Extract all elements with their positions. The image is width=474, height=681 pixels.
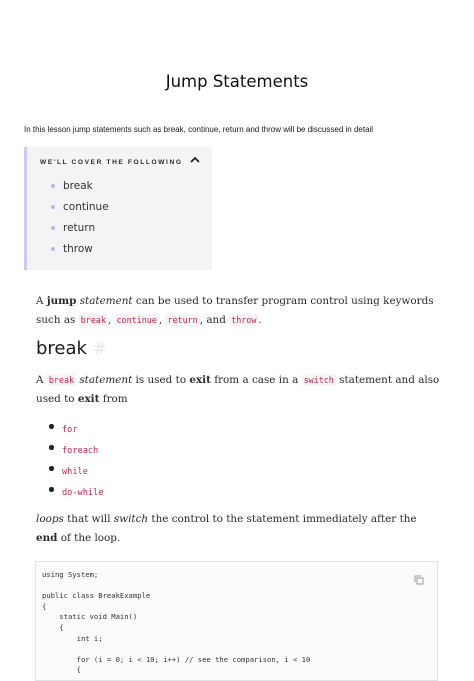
inline-code: throw xyxy=(231,315,257,325)
bullet-icon xyxy=(51,247,55,251)
chevron-up-icon[interactable] xyxy=(189,155,201,165)
cover-item[interactable]: return xyxy=(63,220,109,241)
copy-icon[interactable] xyxy=(414,575,424,585)
inline-code: continue xyxy=(116,315,157,325)
lesson-intro: In this lesson jump statements such as break, continue, return and throw will be discussed in detail xyxy=(24,125,374,134)
inline-code: break xyxy=(48,375,75,385)
list-item: while xyxy=(62,461,103,482)
bullet-icon xyxy=(49,487,54,492)
code-content[interactable]: using System; public class BreakExample { static void Main() { int i; for (i = 0; i < 10; i++) // see the comparison, i < 10 { xyxy=(42,570,311,675)
inline-code: break xyxy=(80,315,106,325)
page-title: Jump Statements xyxy=(165,72,309,91)
inline-code: return xyxy=(167,315,198,325)
anchor-link[interactable]: # xyxy=(92,339,107,358)
list-item: for xyxy=(62,419,103,440)
loop-list xyxy=(62,419,103,503)
cover-panel xyxy=(24,147,212,270)
cover-item[interactable]: throw xyxy=(63,241,109,262)
inline-code: switch xyxy=(303,375,334,385)
code-block[interactable] xyxy=(35,561,438,681)
bullet-icon xyxy=(51,226,55,230)
cover-list xyxy=(63,178,109,262)
cover-item[interactable]: break xyxy=(63,178,109,199)
jump-paragraph: A jump statement can be used to transfer program control using keywords such as break , continue , return , and throw . xyxy=(36,295,434,326)
section-heading: break # xyxy=(36,338,107,359)
loops-paragraph: loops that will switch the control to the statement immediately after the end of the loop. xyxy=(36,513,417,544)
cover-item[interactable]: continue xyxy=(63,199,109,220)
bullet-icon xyxy=(51,205,55,209)
bullet-icon xyxy=(49,466,54,471)
list-item: do-while xyxy=(62,482,103,503)
bullet-icon xyxy=(51,184,55,188)
break-paragraph: A break statement is used to exit from a case in a switch statement and also used to exit from xyxy=(36,374,440,405)
cover-heading: WE'LL COVER THE FOLLOWING xyxy=(40,159,183,166)
bullet-icon xyxy=(49,445,54,450)
list-item: foreach xyxy=(62,440,103,461)
bullet-icon xyxy=(49,424,54,429)
